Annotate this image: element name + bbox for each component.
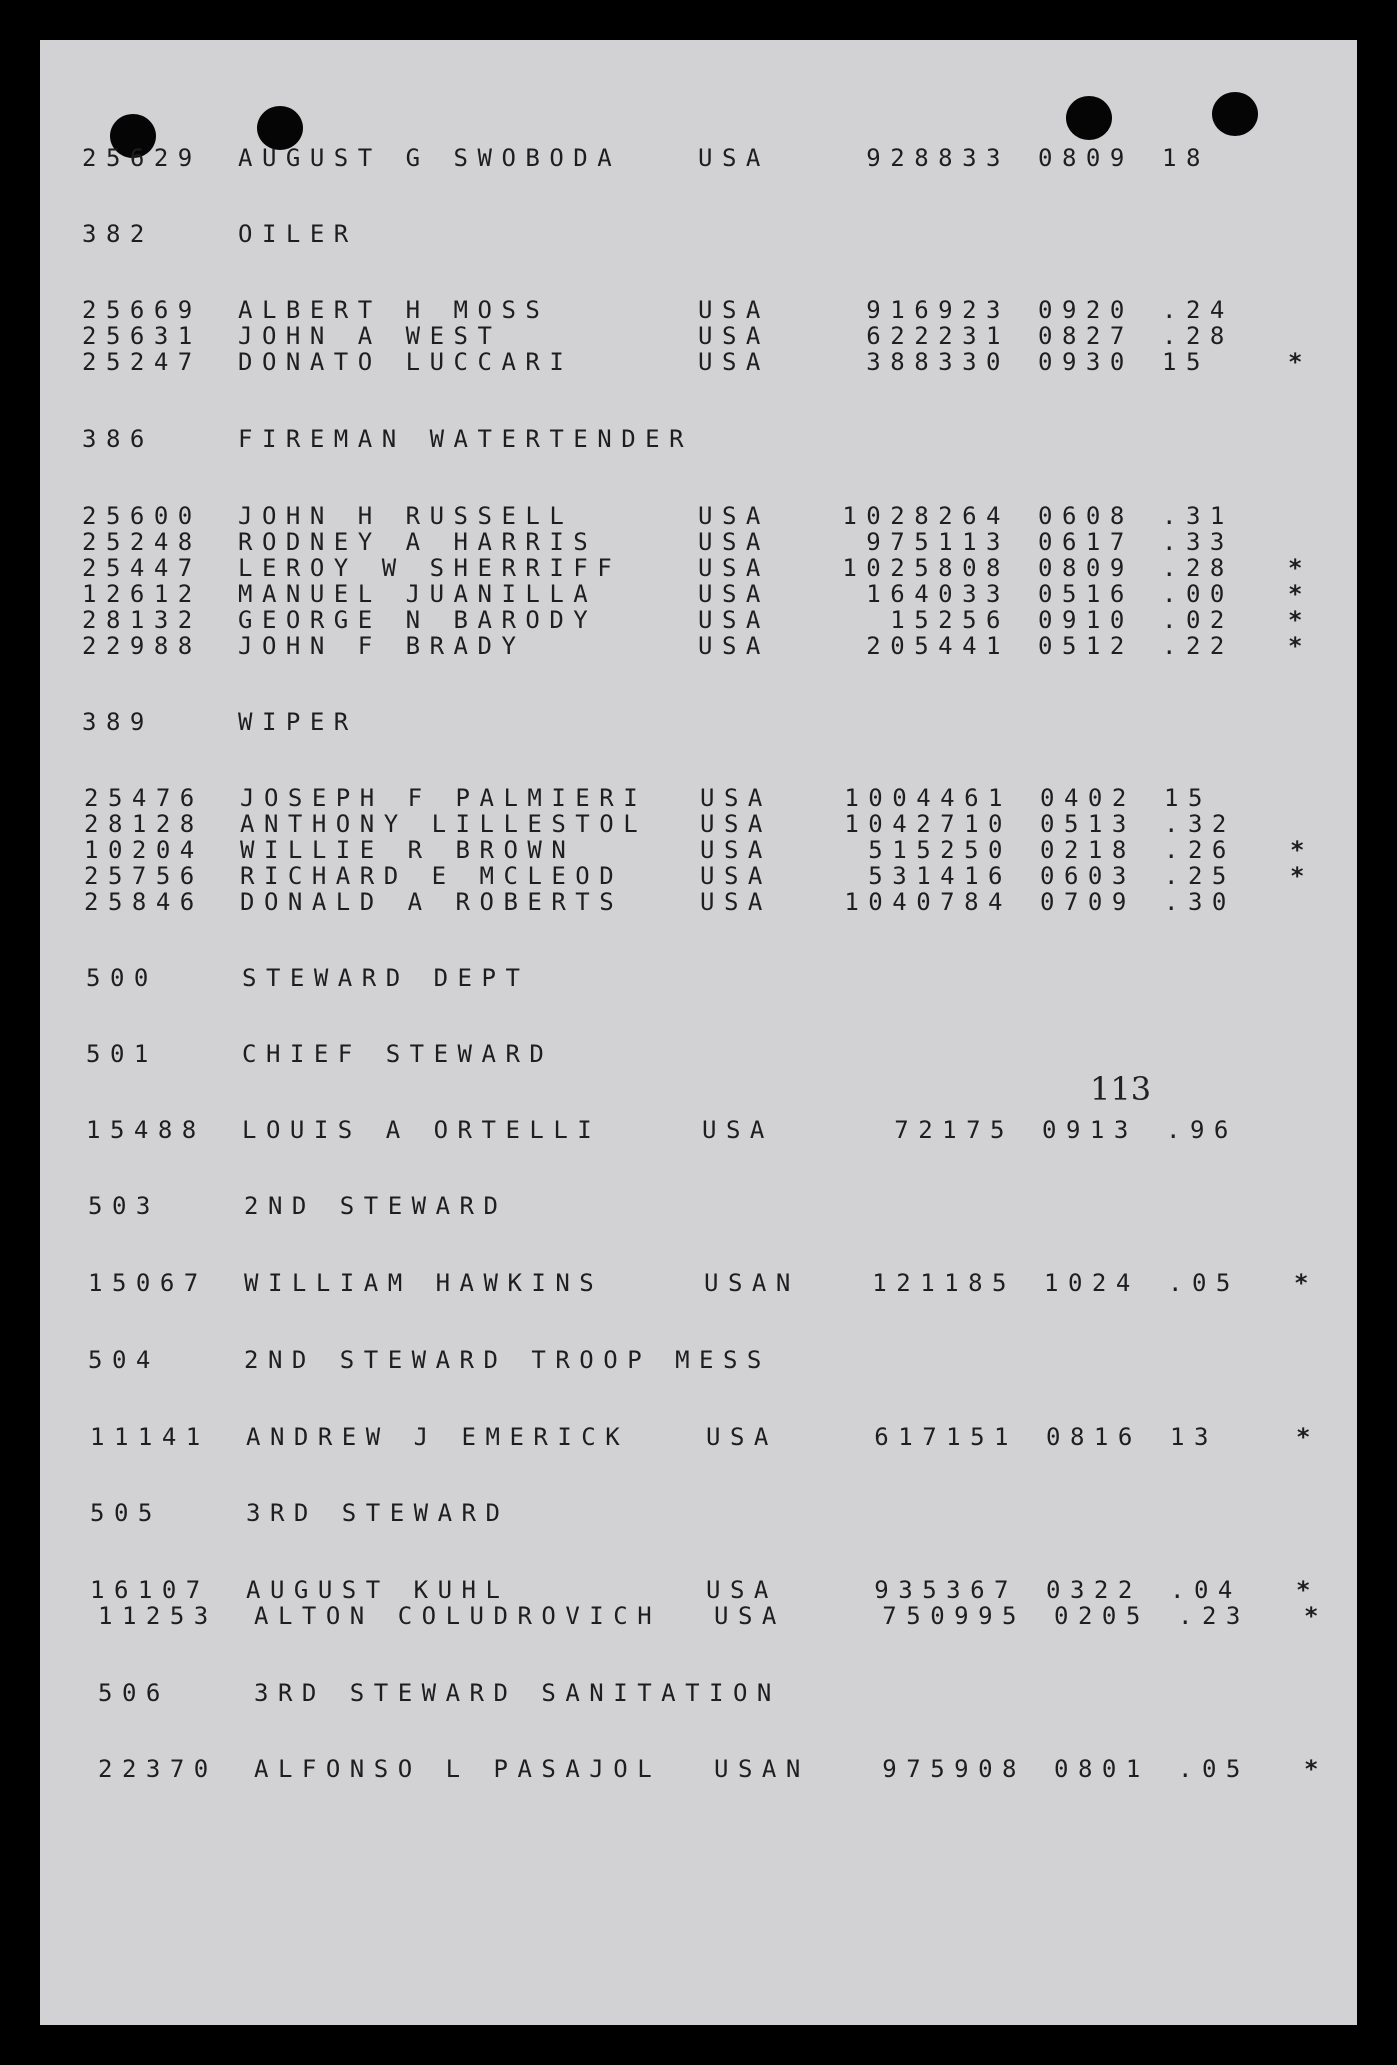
section-title: 3RD STEWARD: [246, 1499, 510, 1527]
crew-nationality: USA: [698, 580, 770, 608]
crew-mark: *: [1296, 1576, 1320, 1604]
crew-name: JOSEPH F PALMIERI: [240, 784, 648, 812]
crew-number: 1004461: [844, 784, 1012, 812]
crew-value: .28: [1162, 322, 1234, 350]
crew-value: 13: [1170, 1423, 1218, 1451]
crew-nationality: USA: [698, 144, 770, 172]
crew-id: 10204: [84, 836, 204, 864]
crew-number: 622231: [866, 322, 1010, 350]
crew-name: DONALD A ROBERTS: [240, 888, 624, 916]
crew-code: 0512: [1038, 632, 1134, 660]
crew-id: 28128: [84, 810, 204, 838]
crew-number: 928833: [866, 144, 1010, 172]
crew-nationality: USA: [698, 502, 770, 530]
section-code: 500: [86, 964, 158, 992]
crew-id: 11141: [90, 1423, 210, 1451]
crew-number: 72175: [894, 1116, 1014, 1144]
crew-nationality: USA: [698, 554, 770, 582]
crew-name: AUGUST G SWOBODA: [238, 144, 622, 172]
crew-number: 205441: [866, 632, 1010, 660]
crew-number: 164033: [866, 580, 1010, 608]
section-code: 504: [88, 1346, 160, 1374]
crew-code: 0603: [1040, 862, 1136, 890]
section-title: OILER: [238, 220, 358, 248]
crew-id: 25447: [82, 554, 202, 582]
crew-id: 16107: [90, 1576, 210, 1604]
crew-nationality: USA: [706, 1576, 778, 1604]
crew-mark: *: [1294, 1269, 1318, 1297]
crew-number: 1028264: [842, 502, 1010, 530]
crew-code: 0402: [1040, 784, 1136, 812]
crew-id: 22988: [82, 632, 202, 660]
crew-mark: *: [1288, 554, 1312, 582]
crew-number: 1040784: [844, 888, 1012, 916]
crew-name: ALFONSO L PASAJOL: [254, 1755, 662, 1783]
crew-value: .22: [1162, 632, 1234, 660]
punch-hole: [1212, 92, 1258, 136]
crew-name: MANUEL JUANILLA: [238, 580, 598, 608]
crew-name: LEROY W SHERRIFF: [238, 554, 622, 582]
crew-value: .33: [1162, 528, 1234, 556]
crew-name: GEORGE N BARODY: [238, 606, 598, 634]
crew-name: JOHN F BRADY: [238, 632, 526, 660]
crew-id: 15067: [88, 1269, 208, 1297]
section-title: FIREMAN WATERTENDER: [238, 425, 694, 453]
section-code: 505: [90, 1499, 162, 1527]
document-page: [40, 40, 1357, 2025]
crew-number: 975908: [882, 1755, 1026, 1783]
crew-name: WILLIE R BROWN: [240, 836, 576, 864]
crew-nationality: USA: [698, 606, 770, 634]
crew-number: 121185: [872, 1269, 1016, 1297]
crew-mark: *: [1288, 606, 1312, 634]
crew-nationality: USA: [702, 1116, 774, 1144]
crew-value: .31: [1162, 502, 1234, 530]
crew-id: 25846: [84, 888, 204, 916]
crew-value: 18: [1162, 144, 1210, 172]
crew-name: JOHN A WEST: [238, 322, 502, 350]
crew-mark: *: [1288, 580, 1312, 608]
section-title: 2ND STEWARD TROOP MESS: [244, 1346, 771, 1374]
handwritten-page-number: 113: [1090, 1070, 1152, 1108]
crew-nationality: USAN: [714, 1755, 810, 1783]
crew-number: 935367: [874, 1576, 1018, 1604]
section-code: 501: [86, 1040, 158, 1068]
crew-value: .00: [1162, 580, 1234, 608]
crew-mark: *: [1288, 632, 1312, 660]
crew-name: LOUIS A ORTELLI: [242, 1116, 602, 1144]
crew-code: 0827: [1038, 322, 1134, 350]
crew-value: 15: [1162, 348, 1210, 376]
crew-value: .28: [1162, 554, 1234, 582]
crew-nationality: USA: [700, 836, 772, 864]
crew-code: 0801: [1054, 1755, 1150, 1783]
section-title: STEWARD DEPT: [242, 964, 530, 992]
crew-code: 0913: [1042, 1116, 1138, 1144]
crew-nationality: USA: [700, 810, 772, 838]
crew-number: 388330: [866, 348, 1010, 376]
crew-number: 15256: [890, 606, 1010, 634]
crew-mark: *: [1304, 1602, 1328, 1630]
crew-value: .25: [1164, 862, 1236, 890]
crew-nationality: USA: [714, 1602, 786, 1630]
crew-value: .05: [1168, 1269, 1240, 1297]
crew-name: AUGUST KUHL: [246, 1576, 510, 1604]
crew-value: .05: [1178, 1755, 1250, 1783]
crew-id: 12612: [82, 580, 202, 608]
crew-id: 25247: [82, 348, 202, 376]
crew-value: .02: [1162, 606, 1234, 634]
crew-code: 0930: [1038, 348, 1134, 376]
crew-mark: *: [1304, 1755, 1328, 1783]
crew-name: WILLIAM HAWKINS: [244, 1269, 604, 1297]
crew-id: 25631: [82, 322, 202, 350]
section-code: 506: [98, 1679, 170, 1707]
crew-name: ALBERT H MOSS: [238, 296, 550, 324]
crew-value: .96: [1166, 1116, 1238, 1144]
crew-code: 0218: [1040, 836, 1136, 864]
crew-id: 25629: [82, 144, 202, 172]
section-code: 386: [82, 425, 154, 453]
crew-code: 0617: [1038, 528, 1134, 556]
crew-nationality: USA: [700, 784, 772, 812]
section-title: 3RD STEWARD SANITATION: [254, 1679, 781, 1707]
crew-nationality: USA: [706, 1423, 778, 1451]
crew-mark: *: [1290, 862, 1314, 890]
section-code: 382: [82, 220, 154, 248]
crew-nationality: USA: [700, 862, 772, 890]
crew-id: 25476: [84, 784, 204, 812]
crew-code: 0809: [1038, 554, 1134, 582]
crew-name: DONATO LUCCARI: [238, 348, 574, 376]
crew-number: 1025808: [842, 554, 1010, 582]
crew-value: .23: [1178, 1602, 1250, 1630]
crew-code: 0709: [1040, 888, 1136, 916]
crew-code: 0608: [1038, 502, 1134, 530]
crew-id: 25600: [82, 502, 202, 530]
crew-code: 0205: [1054, 1602, 1150, 1630]
crew-number: 515250: [868, 836, 1012, 864]
crew-value: .04: [1170, 1576, 1242, 1604]
crew-number: 916923: [866, 296, 1010, 324]
crew-number: 1042710: [844, 810, 1012, 838]
section-code: 389: [82, 708, 154, 736]
crew-nationality: USA: [698, 296, 770, 324]
crew-code: 0513: [1040, 810, 1136, 838]
crew-mark: *: [1296, 1423, 1320, 1451]
crew-mark: *: [1288, 348, 1312, 376]
crew-id: 22370: [98, 1755, 218, 1783]
punch-hole: [1066, 96, 1112, 140]
crew-nationality: USA: [698, 348, 770, 376]
section-code: 503: [88, 1192, 160, 1220]
crew-name: ANDREW J EMERICK: [246, 1423, 630, 1451]
crew-code: 0910: [1038, 606, 1134, 634]
crew-value: .26: [1164, 836, 1236, 864]
crew-nationality: USA: [698, 632, 770, 660]
crew-value: .30: [1164, 888, 1236, 916]
crew-value: .32: [1164, 810, 1236, 838]
crew-nationality: USAN: [704, 1269, 800, 1297]
crew-id: 11253: [98, 1602, 218, 1630]
crew-name: RICHARD E MCLEOD: [240, 862, 624, 890]
crew-value: 15: [1164, 784, 1212, 812]
section-title: 2ND STEWARD: [244, 1192, 508, 1220]
crew-code: 0322: [1046, 1576, 1142, 1604]
section-title: WIPER: [238, 708, 358, 736]
crew-code: 0816: [1046, 1423, 1142, 1451]
crew-code: 0920: [1038, 296, 1134, 324]
crew-mark: *: [1290, 836, 1314, 864]
crew-number: 617151: [874, 1423, 1018, 1451]
crew-nationality: USA: [700, 888, 772, 916]
crew-number: 531416: [868, 862, 1012, 890]
crew-code: 0516: [1038, 580, 1134, 608]
crew-id: 28132: [82, 606, 202, 634]
crew-code: 1024: [1044, 1269, 1140, 1297]
crew-name: ALTON COLUDROVICH: [254, 1602, 662, 1630]
crew-nationality: USA: [698, 322, 770, 350]
crew-id: 25248: [82, 528, 202, 556]
crew-name: ANTHONY LILLESTOL: [240, 810, 648, 838]
section-title: CHIEF STEWARD: [242, 1040, 554, 1068]
crew-id: 15488: [86, 1116, 206, 1144]
crew-number: 975113: [866, 528, 1010, 556]
crew-name: JOHN H RUSSELL: [238, 502, 574, 530]
crew-name: RODNEY A HARRIS: [238, 528, 598, 556]
crew-id: 25669: [82, 296, 202, 324]
crew-code: 0809: [1038, 144, 1134, 172]
crew-number: 750995: [882, 1602, 1026, 1630]
crew-value: .24: [1162, 296, 1234, 324]
crew-nationality: USA: [698, 528, 770, 556]
crew-id: 25756: [84, 862, 204, 890]
